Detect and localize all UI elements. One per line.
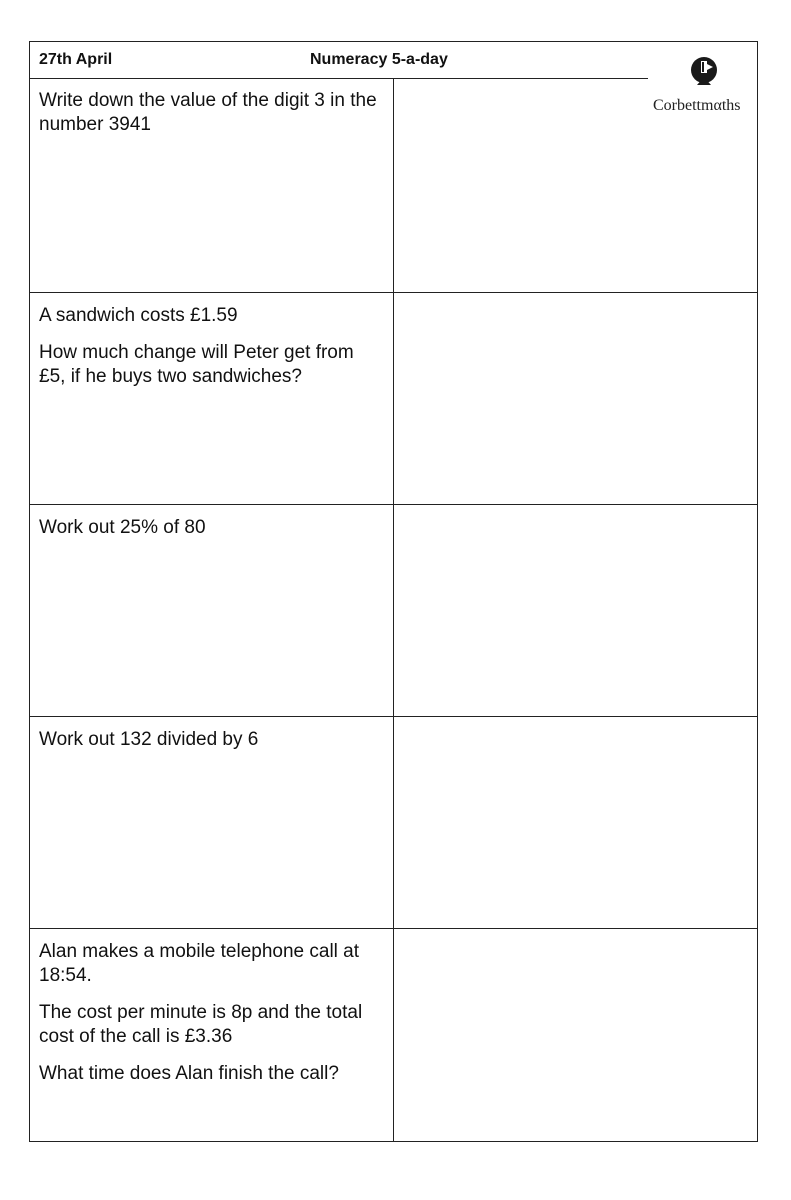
question-row-5 — [29, 929, 758, 1142]
question-2-paragraph-1: A sandwich costs £1.59 — [39, 305, 238, 326]
question-3-text — [39, 516, 384, 553]
logo-wordmark: Corbettmαths — [653, 97, 741, 114]
question-3-paragraph-1: Work out 25% of 80 — [39, 517, 206, 538]
question-row-1 — [29, 78, 758, 293]
worksheet-date: 27th April — [39, 51, 113, 68]
worksheet — [29, 41, 758, 1142]
question-1-paragraph-1: Write down the value of the digit 3 in the number 3941 — [39, 90, 377, 135]
question-5-paragraph-2: The cost per minute is 8p and the total cost of the call is £3.36 — [39, 1002, 363, 1047]
question-2-paragraph-2: How much change will Peter get from £5, if he buys two sandwiches? — [39, 342, 354, 387]
worksheet-title: Numeracy 5-a-day — [310, 51, 448, 68]
question-4-paragraph-1: Work out 132 divided by 6 — [39, 729, 259, 750]
question-1-text — [39, 89, 384, 150]
question-5-paragraph-3: What time does Alan finish the call? — [39, 1063, 339, 1084]
question-row-2 — [29, 293, 758, 505]
question-5-paragraph-1: Alan makes a mobile telephone call at 18:54. — [39, 941, 360, 986]
question-row-3 — [29, 505, 758, 717]
question-5-text — [39, 940, 384, 1099]
question-row-4 — [29, 717, 758, 929]
question-2-text — [39, 304, 384, 402]
question-4-text — [39, 728, 384, 765]
